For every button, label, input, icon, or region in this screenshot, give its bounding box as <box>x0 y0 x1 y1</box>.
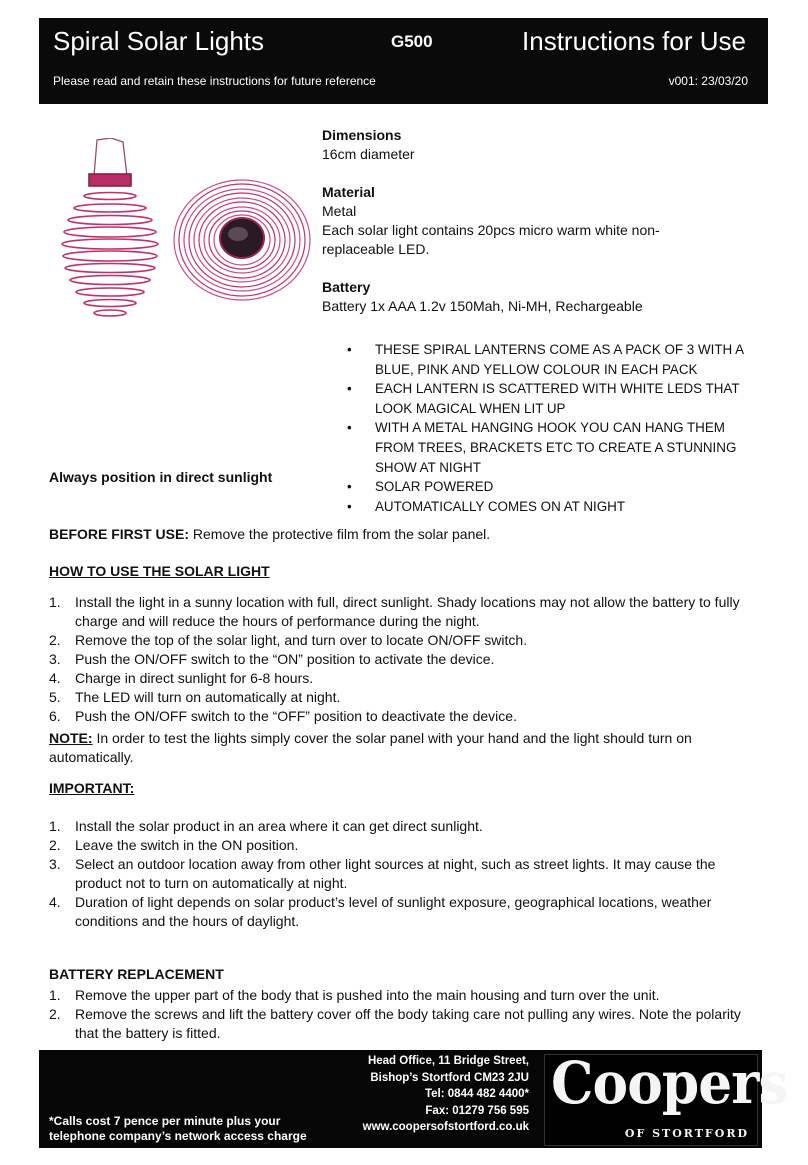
company-address: Head Office, 11 Bridge Street, Bishop’s Stortford CM23 2JU Tel: 0844 482 4400* Fax: 01279 756 595 www.coopersofstortford.co.uk <box>339 1053 529 1136</box>
feature-list <box>345 340 765 516</box>
list-item: • AUTOMATICALLY COMES ON AT NIGHT <box>345 497 765 517</box>
coiled-lantern-illustration <box>174 180 310 300</box>
header-bar <box>39 18 768 104</box>
important-list <box>49 817 761 931</box>
list-item: 3. Push the ON/OFF switch to the “ON” position to activate the device. <box>49 651 495 667</box>
list-item: • SOLAR POWERED <box>345 477 765 497</box>
list-item: 4. Duration of light depends on solar product’s level of sunlight exposure, geographical locations, weather conditions and the hours of daylight. <box>49 894 712 929</box>
list-item: • EACH LANTERN IS SCATTERED WITH WHITE LEDS THAT LOOK MAGICAL WHEN LIT UP <box>345 379 765 418</box>
list-item: 5. The LED will turn on automatically at night. <box>49 689 341 705</box>
header-subtitle: Please read and retain these instructions for future reference <box>53 74 376 88</box>
list-item: 3. Select an outdoor location away from other light sources at night, such as street lights. It may cause the product not to turn on automatically at night. <box>49 856 716 891</box>
battery-replacement-heading: BATTERY REPLACEMENT <box>49 966 224 982</box>
website-link[interactable]: www.coopersofstortford.co.uk <box>362 1121 529 1133</box>
logo-wordmark: Coopers <box>551 1049 788 1117</box>
dimensions-label: Dimensions <box>322 127 402 143</box>
product-image <box>49 138 311 333</box>
list-item: 2. Leave the switch in the ON position. <box>49 837 299 853</box>
list-item: 1. Remove the upper part of the body that is pushed into the main housing and turn over the unit. <box>49 987 660 1003</box>
list-item: • WITH A METAL HANGING HOOK YOU CAN HANG THEM FROM TREES, BRACKETS ETC TO CREATE A STUNNING SHOW AT NIGHT <box>345 418 765 477</box>
battery-label: Battery <box>322 279 371 295</box>
document-title: Spiral Solar Lights <box>53 26 264 56</box>
how-to-steps <box>49 593 761 726</box>
list-item: 6. Push the ON/OFF switch to the “OFF” position to deactivate the device. <box>49 708 517 724</box>
list-item: 2. Remove the top of the solar light, and turn over to locate ON/OFF switch. <box>49 632 528 648</box>
before-first-use <box>49 525 759 544</box>
call-cost-note: *Calls cost 7 pence per minute plus your telephone company’s network access charge <box>49 1114 307 1143</box>
logo-subtitle: OF STORTFORD <box>624 1127 749 1140</box>
battery-value: Battery 1x AAA 1.2v 150Mah, Ni-MH, Rechargeable <box>322 298 643 314</box>
version-label: v001: 23/03/20 <box>668 74 748 88</box>
coopers-logo <box>544 1049 788 1146</box>
material-label: Material <box>322 184 375 200</box>
note-label: NOTE: <box>49 730 93 746</box>
list-item: • THESE SPIRAL LANTERNS COME AS A PACK OF 3 WITH A BLUE, PINK AND YELLOW COLOUR IN EACH PACK <box>345 340 765 379</box>
material-value: Metal <box>322 203 357 219</box>
how-to-heading: HOW TO USE THE SOLAR LIGHT <box>49 563 270 579</box>
list-item: 4. Charge in direct sunlight for 6-8 hours. <box>49 670 314 686</box>
instructions-title: Instructions for Use <box>522 26 746 56</box>
dimensions-value: 16cm diameter <box>322 146 415 162</box>
specifications <box>322 126 762 316</box>
note-text: In order to test the lights simply cover the solar panel with your hand and the light should turn on automatically. <box>49 730 692 765</box>
before-first-use-label: BEFORE FIRST USE: <box>49 526 190 542</box>
list-item: 2. Remove the screws and lift the battery cover off the body taking care not pulling any wires. Note the polarity that the battery is fitted. <box>49 1006 741 1041</box>
hanging-lantern-illustration <box>62 138 158 316</box>
note-paragraph <box>49 729 759 767</box>
product-code: G500 <box>391 32 433 51</box>
important-heading: IMPORTANT: <box>49 780 135 796</box>
battery-replacement-list <box>49 986 761 1043</box>
before-first-use-text: Remove the protective film from the solar panel. <box>189 526 491 542</box>
list-item: 1. Install the light in a sunny location with full, direct sunlight. Shady locations may not allow the battery to fully charge and will reduce the hours of performance during the night. <box>49 594 740 629</box>
footer-bar <box>39 1049 788 1148</box>
sunlight-note: Always position in direct sunlight <box>49 469 273 485</box>
list-item: 1. Install the solar product in an area where it can get direct sunlight. <box>49 818 483 834</box>
material-description: Each solar light contains 20pcs micro warm white non-replaceable LED. <box>322 222 660 257</box>
